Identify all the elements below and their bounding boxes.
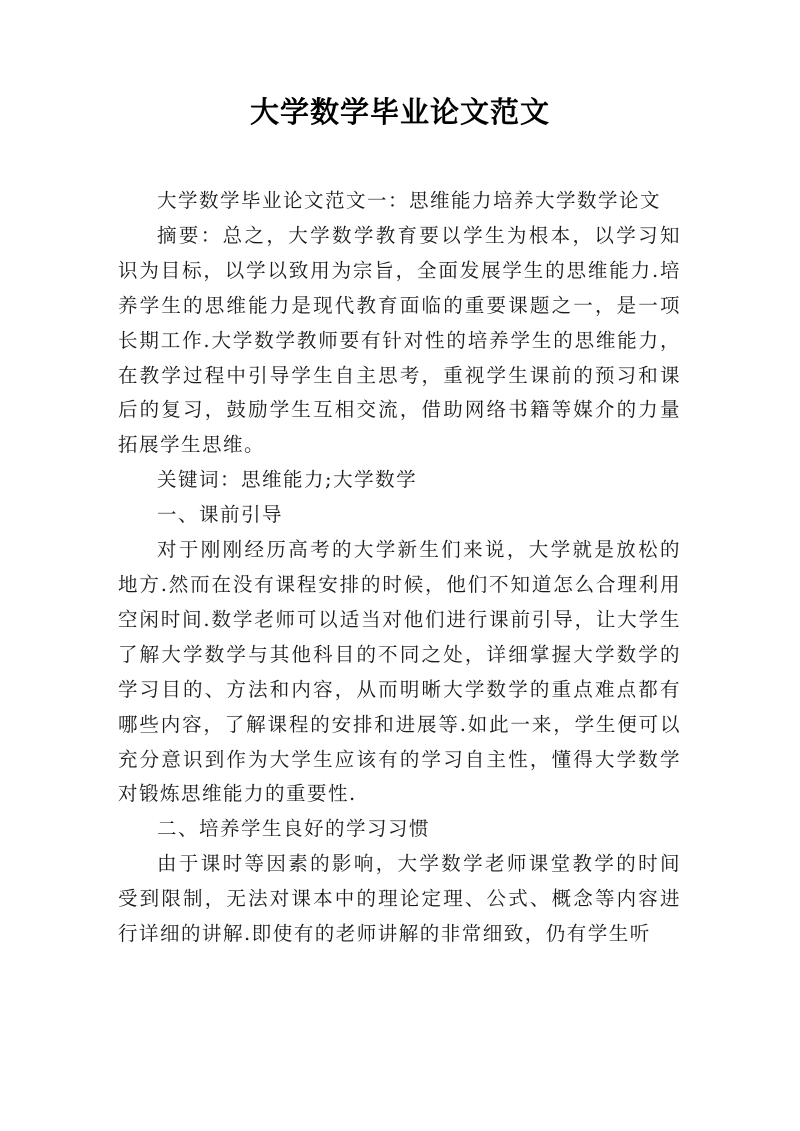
paragraph-abstract: 摘要：总之，大学数学教育要以学生为根本，以学习知识为目标，以学以致用为宗旨，全面发展学生的思维能力.培养学生的思维能力是现代教育面临的重要课题之一，是一项长期工作.大学数学教师要有针对性的培养学生的思维能力，在教学过程中引导学生自主思考，重视学生课前的预习和课后的复习，鼓励学生互相交流，借助网络书籍等媒介的力量拓展学生思维。 [118, 223, 681, 457]
paragraph-section-1: 对于刚刚经历高考的大学新生们来说，大学就是放松的地方.然而在没有课程安排的时候，他们不知道怎么合理利用空闲时间.数学老师可以适当对他们进行课前引导，让大学生了解大学数学与其他科目的不同之处，详细掌握大学数学的学习目的、方法和内容，从而明晰大学数学的重点难点都有哪些内容，了解课程的安排和进展等.如此一来，学生便可以充分意识到作为大学生应该有的学习自主性，懂得大学数学对锻炼思维能力的重要性. [118, 538, 681, 806]
paragraph-section-2: 由于课时等因素的影响，大学数学老师课堂教学的时间受到限制，无法对课本中的理论定理、公式、概念等内容进行详细的讲解.即使有的老师讲解的非常细致，仍有学生听 [118, 852, 681, 946]
section-heading-2: 二、培养学生良好的学习习惯 [157, 817, 431, 841]
section-heading-1: 一、课前引导 [157, 503, 284, 527]
document-body [118, 184, 681, 952]
document-title: 大学数学毕业论文范文 [249, 95, 550, 129]
paragraph-keywords: 关键词：思维能力;大学数学 [157, 468, 418, 492]
paragraph-subtitle: 大学数学毕业论文范文一：思维能力培养大学数学论文 [157, 189, 662, 212]
